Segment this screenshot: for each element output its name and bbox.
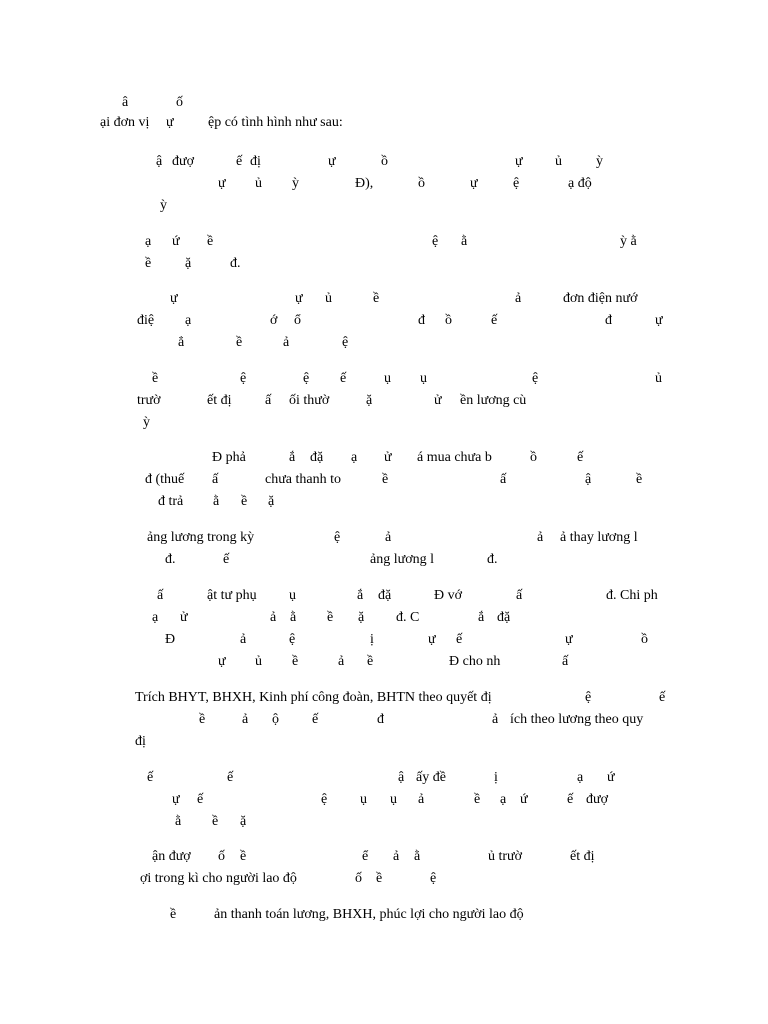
text-fragment: â [122, 95, 129, 110]
text-fragment: ề [145, 256, 152, 271]
text-fragment: ạ [145, 234, 152, 249]
text-fragment: ề [382, 472, 389, 487]
text-fragment: ự [170, 291, 178, 306]
text-fragment: ấ [562, 654, 569, 669]
text-fragment: ấ [212, 472, 219, 487]
text-fragment: ích theo lương theo quy [510, 712, 644, 727]
text-fragment: ề [292, 654, 299, 669]
text-fragment: trườ [137, 393, 161, 408]
text-fragment: đ [418, 313, 425, 328]
text-fragment: ả [338, 654, 345, 669]
text-fragment: ạ [500, 792, 507, 807]
text-fragment: ề [373, 291, 380, 306]
text-fragment: ả thay lương l [560, 530, 638, 545]
text-fragment: ụ [384, 371, 391, 386]
text-fragment: đượ [586, 792, 608, 807]
text-fragment: ả [492, 712, 499, 727]
text-fragment: ề [212, 814, 219, 829]
text-fragment: ề [199, 712, 206, 727]
text-fragment: ệ [513, 176, 520, 191]
text-fragment: ại đơn vị [100, 115, 150, 130]
text-fragment: ặ [358, 610, 365, 625]
text-fragment: ự [218, 654, 226, 669]
text-fragment: Trích BHYT, BHXH, Kinh phí công đoàn, BHTN theo quyết đị [135, 690, 492, 705]
text-fragment: ế [491, 313, 498, 328]
text-fragment: ớ [270, 313, 278, 328]
text-fragment: ấ [516, 588, 523, 603]
text-fragment: ỳ ằ [620, 234, 637, 249]
text-fragment: ề [170, 907, 177, 922]
text-fragment: đượ [172, 154, 194, 169]
text-fragment: Đ vớ [434, 588, 463, 603]
text-fragment: đ. [230, 256, 241, 271]
text-fragment: ệ [342, 335, 349, 350]
text-fragment: ả [393, 849, 400, 864]
text-fragment: ự [328, 154, 336, 169]
text-fragment: ứ [520, 792, 528, 807]
text-fragment: ả [537, 530, 544, 545]
text-fragment: ồ [445, 313, 452, 328]
text-fragment: ề [240, 849, 247, 864]
text-fragment: ề [367, 654, 374, 669]
text-fragment: ứ [607, 770, 615, 785]
text-fragment: ệ [532, 371, 539, 386]
text-fragment: đ [605, 313, 612, 328]
text-fragment: ật tư phụ [207, 588, 257, 603]
text-fragment: ồ [418, 176, 425, 191]
text-fragment: ản thanh toán lương, BHXH, phúc lợi cho người lao độ [214, 907, 524, 922]
text-fragment: ự [218, 176, 226, 191]
text-fragment: ề [376, 871, 383, 886]
text-fragment: ấ [265, 393, 272, 408]
text-fragment: ảng lương trong kỳ [147, 530, 255, 545]
text-fragment: ợi trong kì cho người lao độ [140, 871, 297, 886]
text-fragment: ằ [461, 234, 468, 249]
text-fragment: ổ [294, 313, 301, 328]
text-fragment: ắ [478, 610, 485, 625]
text-fragment: ự [172, 792, 180, 807]
text-fragment: ẳ [178, 335, 185, 350]
text-fragment: ụ [390, 792, 397, 807]
text-fragment: ủ [325, 291, 332, 306]
text-fragment: ả [385, 530, 392, 545]
text-fragment: ự [295, 291, 303, 306]
text-fragment: ế [227, 770, 234, 785]
text-fragment: ệp có tình hình như sau: [208, 115, 343, 130]
text-fragment: ử [180, 610, 188, 625]
text-fragment: ủ [255, 176, 262, 191]
text-fragment: ả [270, 610, 277, 625]
text-fragment: ề [327, 610, 334, 625]
text-fragment: ậ [398, 770, 405, 785]
text-fragment: á mua chưa b [417, 450, 492, 465]
text-fragment: ạ [351, 450, 358, 465]
text-fragment: ứ [172, 234, 180, 249]
text-fragment: Đ [165, 632, 176, 647]
text-fragment: ồ [381, 154, 388, 169]
text-fragment: Đ cho nh [449, 654, 501, 669]
text-fragment: ỳ [596, 154, 603, 169]
text-fragment: ụ [420, 371, 427, 386]
text-fragment: Đ), [355, 176, 374, 191]
text-fragment: ị [370, 632, 374, 647]
text-fragment: đ. Chi ph [606, 588, 658, 603]
text-fragment: đ trả [158, 494, 184, 509]
text-fragment: ằ [175, 814, 182, 829]
text-fragment: ấ [500, 472, 507, 487]
text-fragment: ồ [530, 450, 537, 465]
text-fragment: ế [312, 712, 319, 727]
text-fragment: ệ [585, 690, 592, 705]
text-fragment: ự [166, 115, 174, 130]
text-fragment: đ (thuế [145, 472, 185, 487]
text-fragment: ự [428, 632, 436, 647]
text-fragment: ế [223, 552, 230, 567]
text-fragment: ộ [272, 712, 279, 727]
text-fragment: ử [384, 450, 392, 465]
text-fragment: ố [176, 95, 183, 110]
text-fragment: đặ [310, 450, 324, 465]
text-fragment: đị [135, 734, 146, 749]
text-fragment: ệ [432, 234, 439, 249]
text-fragment: ề [636, 472, 643, 487]
text-fragment: ắ [357, 588, 364, 603]
text-fragment: ự [565, 632, 573, 647]
text-fragment: ề [207, 234, 214, 249]
text-fragment: đ [377, 712, 384, 727]
text-fragment: ế [456, 632, 463, 647]
text-fragment: ằ [290, 610, 297, 625]
text-fragment: ận đượ [152, 849, 191, 864]
text-fragment: ậ [156, 154, 163, 169]
text-fragment: ị [494, 770, 498, 785]
text-fragment: đ. [487, 552, 498, 567]
text-fragment: ự [655, 313, 663, 328]
text-fragment: ụ [289, 588, 296, 603]
text-fragment: ế [567, 792, 574, 807]
text-fragment: ố [218, 849, 225, 864]
text-fragment: ảng lương l [370, 552, 434, 567]
text-fragment: ả [240, 632, 247, 647]
text-fragment: ặ [366, 393, 373, 408]
text-fragment: ậ [585, 472, 592, 487]
text-fragment: đơn điện nướ [563, 291, 638, 306]
text-fragment: ỳ [143, 415, 150, 430]
text-fragment: ế [577, 450, 584, 465]
text-fragment: ền lương cù [460, 393, 527, 408]
text-fragment: Đ phả [212, 450, 246, 465]
text-fragment: ệ [303, 371, 310, 386]
text-fragment: ụ [360, 792, 367, 807]
text-fragment: ệ [321, 792, 328, 807]
text-fragment: ủ trườ [488, 849, 523, 864]
text-fragment: điệ [137, 313, 155, 328]
text-fragment: ự [515, 154, 523, 169]
text-fragment: ối thườ [289, 393, 330, 408]
text-fragment: ề [474, 792, 481, 807]
text-fragment: ử [434, 393, 442, 408]
text-fragment: ế [236, 154, 243, 169]
text-fragment: đặ [497, 610, 511, 625]
text-fragment: ả [242, 712, 249, 727]
text-fragment: ố [355, 871, 362, 886]
text-fragment: ạ [185, 313, 192, 328]
text-fragment: ủ [555, 154, 562, 169]
text-fragment: ế [340, 371, 347, 386]
text-fragment: ệ [240, 371, 247, 386]
text-fragment: đ. [165, 552, 176, 567]
text-fragment: ế [197, 792, 204, 807]
text-fragment: ể [362, 849, 369, 864]
text-fragment: ả [283, 335, 290, 350]
text-fragment: đị [250, 154, 261, 169]
text-fragment: chưa thanh to [265, 472, 342, 487]
text-fragment: ạ độ [568, 176, 592, 191]
text-fragment: ả [418, 792, 425, 807]
text-fragment: ằ [414, 849, 421, 864]
text-fragment: đ. C [396, 610, 420, 625]
text-fragment: ệ [430, 871, 437, 886]
text-fragment: ết đị [570, 849, 595, 864]
text-fragment: ả [515, 291, 522, 306]
text-fragment: ấy đề [416, 770, 446, 785]
text-fragment: ế [659, 690, 666, 705]
text-fragment: ằ [213, 494, 220, 509]
text-fragment: ỳ [292, 176, 299, 191]
text-fragment: đặ [378, 588, 392, 603]
text-fragment: ệ [289, 632, 296, 647]
text-fragment: ệ [334, 530, 341, 545]
text-fragment: ặ [240, 814, 247, 829]
text-fragment: ự [470, 176, 478, 191]
text-fragment: ế [147, 770, 154, 785]
text-fragment: ạ [577, 770, 584, 785]
text-fragment: ề [241, 494, 248, 509]
text-fragment: ủ [255, 654, 262, 669]
text-fragment: ề [236, 335, 243, 350]
text-fragment: ắ [289, 450, 296, 465]
text-fragment: ề [152, 371, 159, 386]
text-fragment: ấ [157, 588, 164, 603]
text-fragment: ặ [185, 256, 192, 271]
text-fragment: ết đị [207, 393, 232, 408]
text-fragment: ỳ [160, 198, 167, 213]
text-fragment: ủ [655, 371, 662, 386]
text-fragment: ặ [268, 494, 275, 509]
text-fragment: ồ [641, 632, 648, 647]
text-fragment: ạ [152, 610, 159, 625]
